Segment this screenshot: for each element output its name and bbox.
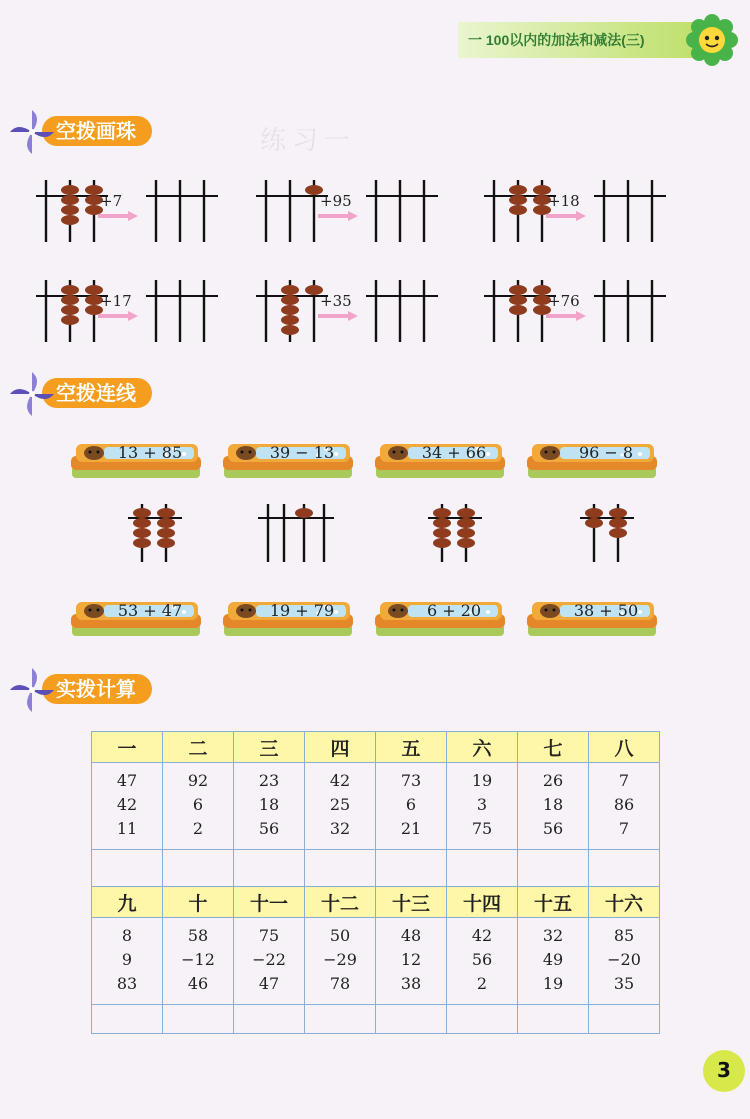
empty-abacus[interactable] bbox=[146, 178, 228, 248]
table-header-cell: 九 bbox=[92, 887, 163, 918]
operand-cell bbox=[518, 763, 589, 850]
calculation-table bbox=[91, 731, 660, 1034]
abacus-bead bbox=[585, 518, 603, 528]
answer-cell[interactable] bbox=[92, 1005, 163, 1034]
operand-number: 56 bbox=[542, 819, 564, 838]
pencil-tin-card[interactable] bbox=[222, 598, 354, 638]
expression-label: 6 + 20 bbox=[426, 601, 482, 620]
page-number: 3 bbox=[717, 1058, 731, 1082]
expression-label: 19 + 79 bbox=[269, 601, 335, 620]
table-header-cell: 十六 bbox=[589, 887, 660, 918]
operand-number: 23 bbox=[258, 771, 280, 790]
operand-number: −20 bbox=[607, 950, 641, 969]
expression-label: 34 + 66 bbox=[421, 443, 487, 462]
table-header-cell: 八 bbox=[589, 732, 660, 763]
pencil-tin-card[interactable] bbox=[222, 440, 354, 480]
abacus-bead bbox=[609, 518, 627, 528]
abacus-bead bbox=[457, 518, 475, 528]
operand-cell bbox=[163, 918, 234, 1005]
table-header-cell: 四 bbox=[305, 732, 376, 763]
answer-cell[interactable] bbox=[518, 1005, 589, 1034]
operand-number: 42 bbox=[471, 926, 493, 945]
abacus-bead bbox=[157, 538, 175, 548]
abacus-bead bbox=[157, 528, 175, 538]
operand-number: 7 bbox=[618, 819, 630, 838]
section-heading-match bbox=[8, 370, 208, 410]
operand-number: 42 bbox=[329, 771, 351, 790]
section-pill bbox=[42, 674, 152, 704]
pencil-tin-card[interactable] bbox=[374, 440, 506, 480]
operand-cell bbox=[589, 763, 660, 850]
operand-number: 9 bbox=[121, 950, 133, 969]
abacus-bead bbox=[509, 195, 527, 205]
operand-number: −12 bbox=[181, 950, 215, 969]
operand-cell bbox=[376, 918, 447, 1005]
operand-number: −29 bbox=[323, 950, 357, 969]
operand-cell bbox=[163, 763, 234, 850]
operand-number: 56 bbox=[258, 819, 280, 838]
addend-label: +35 bbox=[320, 292, 352, 310]
abacus-bead bbox=[509, 305, 527, 315]
operand-number: 75 bbox=[258, 926, 280, 945]
addend-label: +18 bbox=[548, 192, 580, 210]
section-heading-compute bbox=[8, 666, 208, 706]
pencil-tin-card[interactable] bbox=[374, 598, 506, 638]
pinwheel-icon bbox=[8, 666, 56, 714]
abacus-bead bbox=[585, 508, 603, 518]
chapter-title: 一 100以内的加法和减法(三) bbox=[468, 32, 645, 48]
table-header-row bbox=[92, 732, 660, 763]
empty-abacus[interactable] bbox=[146, 278, 228, 348]
operand-number: 58 bbox=[187, 926, 209, 945]
table-header-cell: 十一 bbox=[234, 887, 305, 918]
operand-number: 19 bbox=[471, 771, 493, 790]
table-header-row bbox=[92, 887, 660, 918]
abacus-bead bbox=[509, 185, 527, 195]
answer-row bbox=[92, 1005, 660, 1034]
operand-number: 21 bbox=[400, 819, 422, 838]
pencil-tin-card[interactable] bbox=[70, 598, 202, 638]
section-title: 空拨连线 bbox=[56, 381, 136, 405]
pinwheel-icon bbox=[8, 370, 56, 418]
table-row bbox=[92, 918, 660, 1005]
operand-number: 78 bbox=[329, 974, 351, 993]
operand-number: 19 bbox=[542, 974, 564, 993]
operand-number: 46 bbox=[187, 974, 209, 993]
addend-label: +17 bbox=[100, 292, 132, 310]
abacus-bead bbox=[457, 508, 475, 518]
pink-arrow-icon bbox=[318, 311, 358, 321]
abacus-bead bbox=[433, 528, 451, 538]
operand-cell bbox=[518, 918, 589, 1005]
abacus-with-beads bbox=[128, 504, 210, 574]
operand-number: 32 bbox=[329, 819, 351, 838]
addend-label: +76 bbox=[548, 292, 580, 310]
answer-cell[interactable] bbox=[163, 1005, 234, 1034]
abacus-bead bbox=[433, 508, 451, 518]
operand-number: 7 bbox=[618, 771, 630, 790]
abacus-bead bbox=[281, 305, 299, 315]
pink-arrow-icon bbox=[318, 211, 358, 221]
page-number-badge bbox=[703, 1050, 745, 1092]
table-header-cell: 十三 bbox=[376, 887, 447, 918]
table-header-cell: 七 bbox=[518, 732, 589, 763]
operand-number: 49 bbox=[542, 950, 564, 969]
abacus-bead bbox=[61, 185, 79, 195]
expression-label: 38 + 50 bbox=[573, 601, 639, 620]
operand-number: 83 bbox=[116, 974, 138, 993]
operand-number: 75 bbox=[471, 819, 493, 838]
operand-number: 50 bbox=[329, 926, 351, 945]
operand-number: 25 bbox=[329, 795, 351, 814]
pink-arrow-icon bbox=[98, 311, 138, 321]
operand-cell bbox=[589, 918, 660, 1005]
answer-cell[interactable] bbox=[305, 1005, 376, 1034]
abacus-bead bbox=[133, 518, 151, 528]
abacus-bead bbox=[609, 528, 627, 538]
operand-number: 73 bbox=[400, 771, 422, 790]
abacus-bead bbox=[457, 528, 475, 538]
operand-number: 11 bbox=[116, 819, 138, 838]
abacus-bead bbox=[133, 538, 151, 548]
abacus-bead bbox=[433, 518, 451, 528]
abacus-bead bbox=[61, 195, 79, 205]
answer-cell[interactable] bbox=[163, 850, 234, 887]
operand-cell bbox=[234, 918, 305, 1005]
table-header-cell: 三 bbox=[234, 732, 305, 763]
operand-cell bbox=[305, 763, 376, 850]
abacus-bead bbox=[133, 508, 151, 518]
answer-cell[interactable] bbox=[447, 850, 518, 887]
empty-abacus[interactable] bbox=[594, 178, 676, 248]
background-ghost-title: 练习一 bbox=[260, 126, 357, 156]
pink-arrow-icon bbox=[546, 311, 586, 321]
expression-label: 53 + 47 bbox=[117, 601, 183, 620]
answer-cell[interactable] bbox=[305, 850, 376, 887]
abacus-bead bbox=[61, 315, 79, 325]
pinwheel-icon bbox=[8, 108, 56, 156]
answer-row bbox=[92, 850, 660, 887]
table-header-cell: 一 bbox=[92, 732, 163, 763]
operand-number: 92 bbox=[187, 771, 209, 790]
abacus-bead bbox=[61, 205, 79, 215]
abacus-with-beads bbox=[258, 504, 340, 574]
operand-number: 35 bbox=[613, 974, 635, 993]
abacus-bead bbox=[61, 285, 79, 295]
abacus-bead bbox=[295, 508, 313, 518]
operand-number: 47 bbox=[116, 771, 138, 790]
abacus-bead bbox=[609, 508, 627, 518]
answer-cell[interactable] bbox=[589, 1005, 660, 1034]
expression-label: 39 − 13 bbox=[269, 443, 335, 462]
operand-number: 3 bbox=[476, 795, 488, 814]
operand-cell bbox=[92, 918, 163, 1005]
table-header-cell: 十二 bbox=[305, 887, 376, 918]
abacus-bead bbox=[281, 325, 299, 335]
addend-label: +7 bbox=[100, 192, 123, 210]
empty-abacus[interactable] bbox=[366, 178, 448, 248]
abacus-bead bbox=[509, 295, 527, 305]
abacus-bead bbox=[61, 305, 79, 315]
operand-number: 6 bbox=[405, 795, 417, 814]
abacus-bead bbox=[133, 528, 151, 538]
abacus-bead bbox=[281, 295, 299, 305]
answer-cell[interactable] bbox=[376, 1005, 447, 1034]
operand-number: 18 bbox=[542, 795, 564, 814]
table-header-cell: 六 bbox=[447, 732, 518, 763]
operand-number: 56 bbox=[471, 950, 493, 969]
section-pill bbox=[42, 116, 152, 146]
table-header-cell: 二 bbox=[163, 732, 234, 763]
smiley-flower-icon bbox=[686, 14, 738, 66]
table-header-cell: 十 bbox=[163, 887, 234, 918]
pink-arrow-icon bbox=[98, 211, 138, 221]
table-header-cell: 十五 bbox=[518, 887, 589, 918]
operand-cell bbox=[305, 918, 376, 1005]
section-pill bbox=[42, 378, 152, 408]
table-header-cell: 十四 bbox=[447, 887, 518, 918]
abacus-with-beads bbox=[580, 504, 662, 574]
addend-label: +95 bbox=[320, 192, 352, 210]
abacus-bead bbox=[457, 538, 475, 548]
pink-arrow-icon bbox=[546, 211, 586, 221]
abacus-bead bbox=[281, 285, 299, 295]
operand-number: 12 bbox=[400, 950, 422, 969]
operand-number: 42 bbox=[116, 795, 138, 814]
section-title: 空拨画珠 bbox=[56, 119, 136, 143]
operand-number: 6 bbox=[192, 795, 204, 814]
empty-abacus[interactable] bbox=[594, 278, 676, 348]
answer-cell[interactable] bbox=[234, 850, 305, 887]
empty-abacus[interactable] bbox=[366, 278, 448, 348]
abacus-bead bbox=[61, 215, 79, 225]
answer-cell[interactable] bbox=[589, 850, 660, 887]
table-header-cell: 五 bbox=[376, 732, 447, 763]
abacus-bead bbox=[509, 285, 527, 295]
abacus-bead bbox=[509, 205, 527, 215]
pencil-tin-card[interactable] bbox=[70, 440, 202, 480]
operand-cell bbox=[447, 918, 518, 1005]
abacus-bead bbox=[61, 295, 79, 305]
abacus-bead bbox=[157, 508, 175, 518]
operand-cell bbox=[92, 763, 163, 850]
abacus-bead bbox=[157, 518, 175, 528]
operand-number: 47 bbox=[258, 974, 280, 993]
operand-number: 2 bbox=[476, 974, 488, 993]
operand-number: 85 bbox=[613, 926, 635, 945]
section-heading-draw-beads bbox=[8, 108, 208, 148]
answer-cell[interactable] bbox=[447, 1005, 518, 1034]
pencil-tin-card[interactable] bbox=[526, 440, 658, 480]
operand-number: 32 bbox=[542, 926, 564, 945]
operand-number: −22 bbox=[252, 950, 286, 969]
operand-number: 26 bbox=[542, 771, 564, 790]
abacus-bead bbox=[281, 315, 299, 325]
section-title: 实拨计算 bbox=[56, 677, 136, 701]
expression-label: 13 + 85 bbox=[117, 443, 183, 462]
operand-cell bbox=[234, 763, 305, 850]
answer-cell[interactable] bbox=[518, 850, 589, 887]
abacus-bead bbox=[433, 538, 451, 548]
table-row bbox=[92, 763, 660, 850]
operand-number: 2 bbox=[192, 819, 204, 838]
expression-label: 96 − 8 bbox=[578, 443, 634, 462]
operand-number: 86 bbox=[613, 795, 635, 814]
operand-number: 8 bbox=[121, 926, 133, 945]
operand-number: 38 bbox=[400, 974, 422, 993]
answer-cell[interactable] bbox=[92, 850, 163, 887]
operand-number: 18 bbox=[258, 795, 280, 814]
answer-cell[interactable] bbox=[234, 1005, 305, 1034]
operand-cell bbox=[376, 763, 447, 850]
abacus-with-beads bbox=[428, 504, 510, 574]
operand-number: 48 bbox=[400, 926, 422, 945]
operand-cell bbox=[447, 763, 518, 850]
pencil-tin-card[interactable] bbox=[526, 598, 658, 638]
answer-cell[interactable] bbox=[376, 850, 447, 887]
